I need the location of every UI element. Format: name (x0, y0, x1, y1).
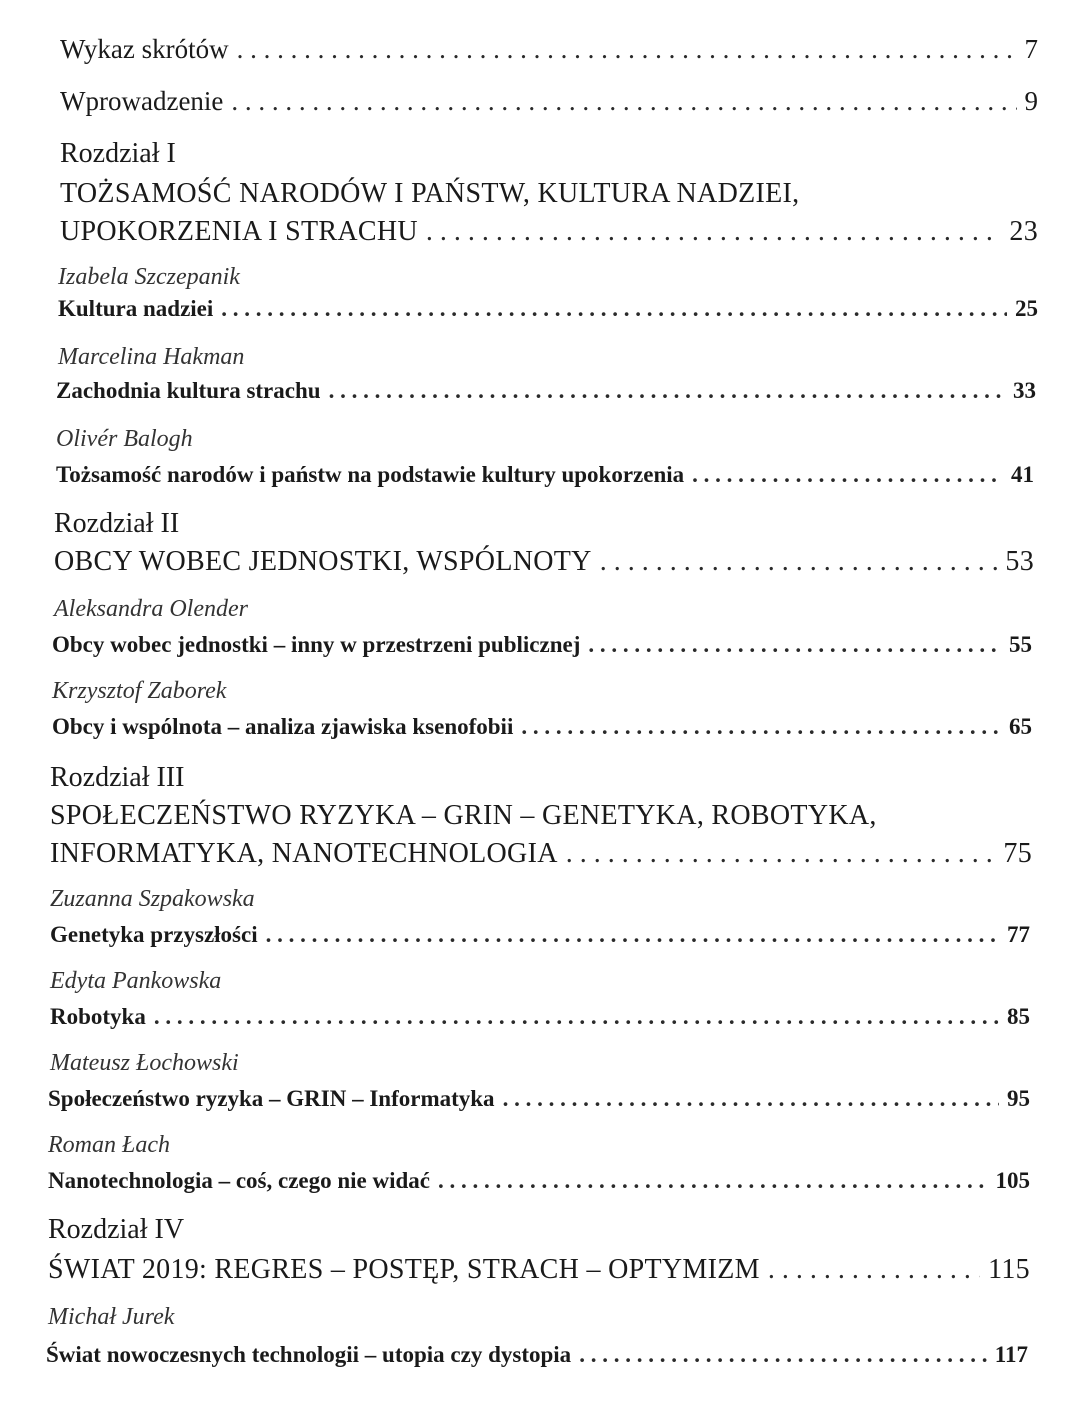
leader-dots (154, 1004, 999, 1030)
chapter-page: 23 (1009, 216, 1038, 247)
toc-entry-page: 9 (1024, 86, 1038, 116)
article-page: 85 (1007, 1004, 1030, 1029)
article-author: Edyta Pankowska (50, 968, 222, 994)
article-author: Zuzanna Szpakowska (50, 886, 255, 912)
toc-article[interactable] (58, 296, 1038, 322)
chapter-title-line: ŚWIAT 2019: REGRES – POSTĘP, STRACH – OPTYMIZM (48, 1254, 760, 1285)
article-title: Nanotechnologia – coś, czego nie widać (48, 1168, 431, 1193)
article-title: Obcy wobec jednostki – inny w przestrzeni publicznej (52, 632, 581, 657)
toc-chapter-1[interactable] (60, 216, 1038, 248)
chapter-page: 115 (988, 1254, 1030, 1285)
article-author: Mateusz Łochowski (50, 1050, 239, 1076)
toc-article[interactable] (52, 632, 1032, 658)
article-page: 65 (1009, 714, 1032, 739)
leader-dots (692, 462, 1003, 488)
leader-dots (426, 216, 1002, 248)
chapter-label: Rozdział IV (48, 1214, 185, 1245)
toc-chapter-2[interactable] (54, 546, 1034, 578)
toc-article[interactable] (56, 378, 1036, 404)
article-author: Krzysztof Zaborek (52, 678, 227, 704)
toc-article[interactable] (50, 1004, 1030, 1030)
article-title: Obcy i wspólnota – analiza zjawiska ksenofobii (52, 714, 514, 739)
leader-dots (521, 714, 1001, 740)
toc-entry-page: 7 (1024, 34, 1038, 64)
article-author: Olivér Balogh (56, 426, 193, 452)
article-title: Zachodnia kultura strachu (56, 378, 321, 403)
toc-article[interactable] (50, 922, 1030, 948)
article-author: Aleksandra Olender (54, 596, 248, 622)
article-page: 41 (1011, 462, 1034, 487)
article-title: Kultura nadziei (58, 296, 214, 321)
toc-chapter-4[interactable] (48, 1254, 1030, 1286)
chapter-title-line: UPOKORZENIA I STRACHU (60, 216, 418, 247)
leader-dots (329, 378, 1005, 404)
article-title: Społeczeństwo ryzyka – GRIN – Informatyka (48, 1086, 495, 1111)
chapter-title-line: INFORMATYKA, NANOTECHNOLOGIA (50, 838, 558, 869)
toc-entry-title: Wykaz skrótów (60, 34, 229, 64)
article-title: Tożsamość narodów i państw na podstawie kultury upokorzenia (56, 462, 685, 487)
article-page: 105 (995, 1168, 1030, 1193)
chapter-title-line: TOŻSAMOŚĆ NARODÓW I PAŃSTW, KULTURA NADZIEI, (60, 178, 800, 209)
leader-dots (237, 34, 1017, 65)
chapter-page: 53 (1005, 546, 1034, 577)
chapter-label: Rozdział III (50, 762, 185, 793)
article-page: 117 (994, 1342, 1028, 1367)
chapter-title-line: SPOŁECZEŃSTWO RYZYKA – GRIN – GENETYKA, ROBOTYKA, (50, 800, 877, 831)
article-author: Roman Łach (48, 1132, 170, 1158)
article-title: Świat nowoczesnych technologii – utopia czy dystopia (46, 1342, 572, 1367)
toc-article[interactable] (56, 462, 1034, 488)
leader-dots (566, 838, 996, 870)
article-title: Robotyka (50, 1004, 146, 1029)
article-page: 25 (1015, 296, 1038, 321)
article-page: 33 (1013, 378, 1036, 403)
article-page: 55 (1009, 632, 1032, 657)
article-page: 95 (1007, 1086, 1030, 1111)
toc-article[interactable] (48, 1168, 1030, 1194)
leader-dots (231, 86, 1016, 117)
chapter-label: Rozdział I (60, 138, 176, 169)
toc-entry-abbreviations[interactable] (60, 34, 1038, 65)
toc-entry-introduction[interactable] (60, 86, 1038, 117)
leader-dots (600, 546, 998, 578)
leader-dots (579, 1342, 987, 1368)
leader-dots (438, 1168, 987, 1194)
toc-article[interactable] (48, 1086, 1030, 1112)
toc-chapter-3[interactable] (50, 838, 1032, 870)
chapter-label: Rozdział II (54, 508, 180, 539)
toc-article[interactable] (52, 714, 1032, 740)
toc-entry-title: Wprowadzenie (60, 86, 224, 116)
leader-dots (221, 296, 1007, 322)
leader-dots (266, 922, 999, 948)
toc-article[interactable] (46, 1342, 1028, 1368)
leader-dots (768, 1254, 980, 1286)
article-title: Genetyka przyszłości (50, 922, 258, 947)
chapter-page: 75 (1003, 838, 1032, 869)
chapter-title-line: OBCY WOBEC JEDNOSTKI, WSPÓLNOTY (54, 546, 592, 577)
leader-dots (588, 632, 1001, 658)
article-author: Marcelina Hakman (58, 344, 245, 370)
article-author: Izabela Szczepanik (58, 264, 240, 290)
article-page: 77 (1007, 922, 1030, 947)
article-author: Michał Jurek (48, 1304, 175, 1330)
leader-dots (503, 1086, 999, 1112)
